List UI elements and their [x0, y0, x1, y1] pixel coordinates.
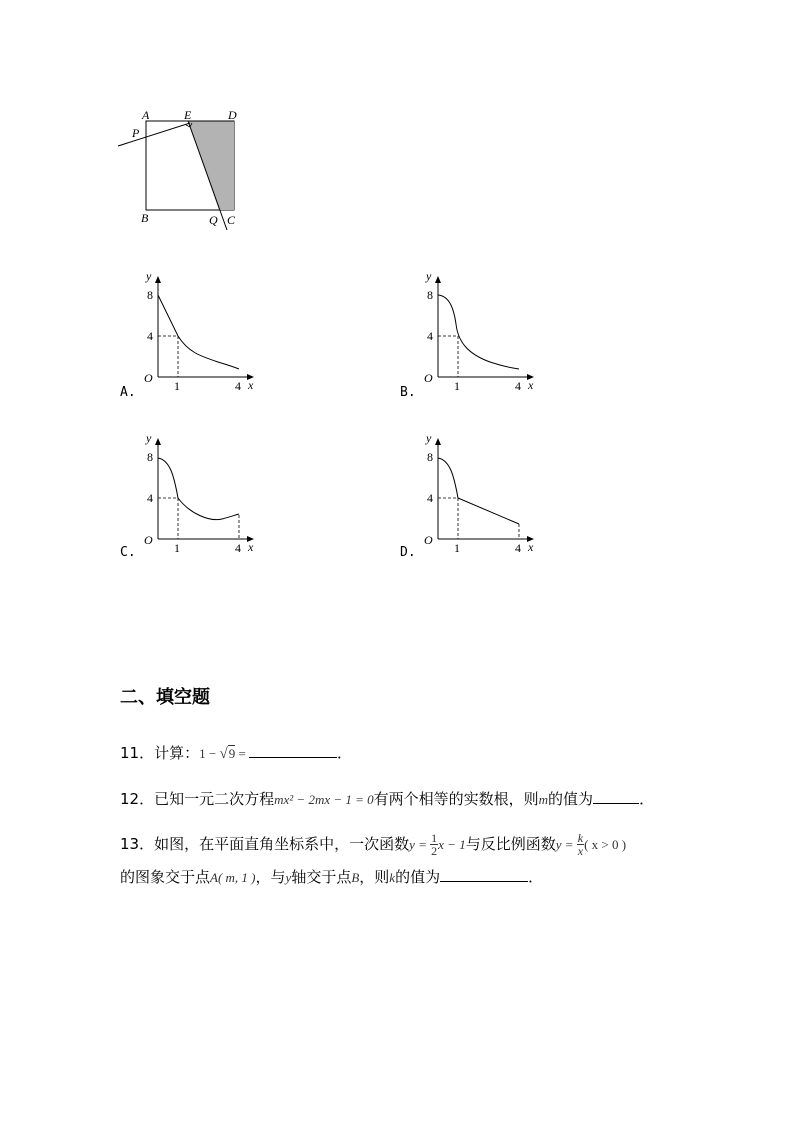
q11-answer-blank[interactable]	[249, 743, 337, 758]
x-axis-label: x	[248, 378, 254, 392]
q12-var: m	[538, 792, 549, 807]
x-tick-4: 4	[515, 541, 521, 555]
section-title: 二、填空题	[120, 687, 210, 708]
q13-inv-num: k	[577, 831, 584, 845]
y-tick-8: 8	[427, 450, 433, 464]
line-pe	[118, 123, 190, 146]
label-q: Q	[209, 213, 218, 227]
shaded-region	[188, 121, 234, 210]
y-axis-label: y	[146, 269, 152, 283]
q11-expr-prefix: 1 −	[199, 746, 220, 761]
origin-label: O	[424, 533, 433, 547]
q13-linear-lhs: y =	[409, 837, 431, 852]
q13-inv-lhs: y =	[555, 837, 577, 852]
option-d-label: D.	[400, 545, 416, 560]
q13-text-f: ，则	[359, 868, 390, 886]
option-a-graph	[118, 266, 278, 406]
y-tick-4: 4	[147, 491, 153, 505]
y-tick-8: 8	[147, 288, 153, 302]
option-a-label: A.	[120, 385, 136, 400]
origin-label: O	[144, 371, 153, 385]
option-c-graph	[118, 428, 278, 568]
x-tick-1: 1	[454, 379, 460, 393]
label-a: A	[142, 108, 150, 122]
option-d-graph	[398, 428, 558, 568]
label-e: E	[184, 108, 192, 122]
label-d: D	[228, 108, 237, 122]
q12-text-a: 已知一元二次方程	[154, 790, 275, 808]
q13-inv-cond: ( x > 0 )	[584, 837, 627, 852]
q13-linear-num: 1	[431, 831, 438, 845]
q11-radicand: 9	[228, 746, 236, 761]
q11-expr-suffix: =	[235, 746, 250, 761]
x-tick-1: 1	[174, 379, 180, 393]
q13-text-c: 的图象交于点	[120, 868, 211, 886]
q12-text-b: 有两个相等的实数根，则	[373, 790, 539, 808]
question-13-line-1	[120, 832, 626, 857]
q13-number: 13．	[120, 835, 155, 853]
x-axis-label: x	[528, 378, 534, 392]
x-axis-label: x	[528, 540, 534, 554]
q13-point-a: A( m, 1 )	[210, 870, 256, 885]
y-tick-8: 8	[427, 288, 433, 302]
x-tick-4: 4	[235, 379, 241, 393]
y-tick-4: 4	[427, 491, 433, 505]
q12-text-c: 的值为	[548, 790, 594, 808]
question-13-line-2	[120, 866, 543, 887]
label-p: P	[132, 126, 140, 140]
option-b-label: B.	[400, 385, 416, 400]
x-tick-1: 1	[454, 541, 460, 555]
q13-answer-blank[interactable]	[440, 867, 528, 882]
q13-text-d: ，与	[255, 868, 286, 886]
q13-linear-rhs: x − 1	[438, 837, 466, 852]
q13-var-k: k	[389, 870, 396, 885]
q13-text-e: 轴交于点	[291, 868, 352, 886]
q13-var-y: y	[285, 870, 292, 885]
q13-text-b: 与反比例函数	[465, 835, 556, 853]
y-tick-4: 4	[427, 329, 433, 343]
q12-tail: ．	[639, 790, 655, 808]
q13-inv-den: x	[577, 844, 584, 858]
option-b-graph	[398, 266, 558, 406]
y-axis-label: y	[426, 431, 432, 445]
q13-linear-den: 2	[431, 844, 438, 858]
y-axis-label: y	[146, 431, 152, 445]
option-c-label: C.	[120, 545, 136, 560]
x-tick-4: 4	[515, 379, 521, 393]
y-tick-4: 4	[147, 329, 153, 343]
geometry-figure	[110, 104, 260, 234]
q12-number: 12．	[120, 790, 155, 808]
label-c: C	[227, 213, 236, 227]
q13-tail: ．	[528, 868, 544, 886]
q12-equation: mx² − 2mx − 1 = 0	[274, 792, 374, 807]
q13-text-a: 如图，在平面直角坐标系中，一次函数	[154, 835, 410, 853]
question-12	[120, 788, 654, 809]
q11-tail: ．	[337, 744, 353, 762]
question-11: 11．计算：1 − √9 = ．	[120, 744, 353, 762]
q11-text: 计算：	[154, 744, 200, 762]
q13-point-b: B	[351, 870, 360, 885]
y-tick-8: 8	[147, 450, 153, 464]
x-axis-label: x	[248, 540, 254, 554]
x-tick-4: 4	[235, 541, 241, 555]
origin-label: O	[144, 533, 153, 547]
x-tick-1: 1	[174, 541, 180, 555]
y-axis-label: y	[426, 269, 432, 283]
q11-number: 11．	[120, 744, 155, 762]
q12-answer-blank[interactable]	[593, 789, 639, 804]
origin-label: O	[424, 371, 433, 385]
label-b: B	[141, 211, 149, 225]
q13-text-g: 的值为	[395, 868, 441, 886]
